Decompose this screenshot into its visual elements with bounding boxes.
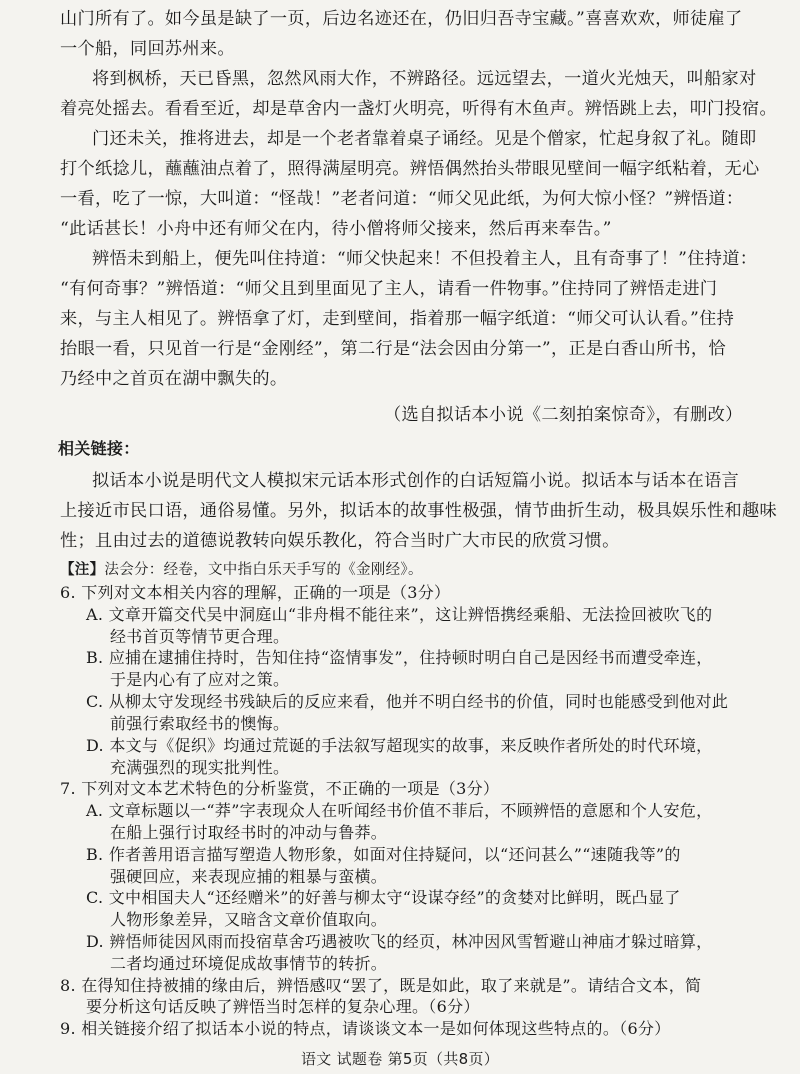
story-line: 打个纸捻儿，蘸蘸油点着了，照得满屋明亮。辨悟偶然抬头带眼见壁间一幅字纸粘着，无心 xyxy=(60,159,760,179)
question-7-option-d: D. 辨悟师徒因风雨而投宿草舍巧遇被吹飞的经页，林冲因风雪暂避山神庙才躲过暗算， xyxy=(86,932,713,951)
story-line: 山门所有了。如今虽是缺了一页，后边名迹还在，仍旧归吾寺宝藏。”喜喜欢欢，师徒雇了 xyxy=(60,9,743,29)
question-7-option-d-cont: 二者均通过环境促成故事情节的转折。 xyxy=(110,953,388,973)
question-9-stem: 9. 相关链接介绍了拟话本小说的特点，请谈谈文本一是如何体现这些特点的。（6分） xyxy=(60,1019,671,1039)
note-text: 法会分：经卷，文中指白乐天手写的《金刚经》。 xyxy=(104,562,423,578)
related-link-line: 性；且由过去的道德说教转向娱乐教化，符合当时广大市民的欣赏习惯。 xyxy=(60,531,620,551)
story-line: 一看，吃了一惊，大叫道：“怪哉！”老者问道：“师父见此纸，为何大惊小怪？”辨悟道： xyxy=(60,189,744,209)
question-8-stem: 8. 在得知住持被捕的缘由后，辨悟感叹“罢了，既是如此，取了来就是”。请结合文本，简 xyxy=(60,975,702,995)
story-line: 将到枫桥，天已昏黑，忽然风雨大作，不辨路径。远远望去，一道火光烛天，叫船家对 xyxy=(92,69,757,89)
question-7-option-c: C. 文中相国夫人“还经赠米”的好善与柳太守“设谋夺经”的贪婪对比鲜明，既凸显了 xyxy=(86,888,681,908)
story-line: 抬眼一看，只见首一行是“金刚经”，第二行是“法会因由分第一”，正是白香山所书，恰 xyxy=(60,339,726,359)
story-line: 一个船，同回苏州来。 xyxy=(60,39,235,59)
story-line: “有何奇事？”辨悟道：“师父且到里面见了主人，请看一件物事。”住持同了辨悟走进门 xyxy=(60,279,718,299)
question-6-option-a-cont: 经书首页等情节更合理。 xyxy=(110,626,290,646)
question-6-option-c-cont: 前强行索取经书的懊悔。 xyxy=(110,713,290,733)
story-line: 辨悟未到船上，便先叫住持道：“师父快起来！不但投着主人，且有奇事了！”住持道： xyxy=(92,249,758,269)
related-link-line: 拟话本小说是明代文人模拟宋元话本形式创作的白话短篇小说。拟话本与话本在语言 xyxy=(92,471,740,491)
source-citation: （选自拟话本小说《二刻拍案惊奇》，有删改） xyxy=(384,405,743,425)
story-line: “此话甚长！小舟中还有师父在内，待小僧将师父接来，然后再来奉告。” xyxy=(60,219,612,239)
annotation-note xyxy=(60,555,800,585)
note-label: 【注】 xyxy=(60,562,105,578)
story-line: 乃经中之首页在湖中飘失的。 xyxy=(60,369,288,389)
question-6-option-b-cont: 于是内心有了应对之策。 xyxy=(110,670,290,690)
story-line: 门还未关，推将进去，却是一个老者靠着桌子诵经。见是个僧家，忙起身叙了礼。随即 xyxy=(92,129,757,149)
question-6-stem: 6. 下列对文本相关内容的理解，正确的一项是（3分） xyxy=(60,583,451,602)
question-6-option-c: C. 从柳太守发现经书残缺后的反应来看，他并不明白经书的价值，同时也能感受到他对此 xyxy=(86,692,729,711)
question-7-option-a-cont: 在船上强行讨取经书时的冲动与鲁莽。 xyxy=(110,822,388,842)
page-footer: 语文 试题卷 第5页（共8页） xyxy=(300,1050,500,1068)
question-7-option-b-cont: 强硬回应，来表现应捕的粗暴与蛮横。 xyxy=(110,866,388,886)
story-line: 着亮处摇去。看看至近，却是草舍内一盏灯火明亮，听得有木鱼声。辨悟跳上去，叩门投宿。 xyxy=(60,99,777,119)
question-6-option-d: D. 本文与《促织》均通过荒诞的手法叙写超现实的故事，来反映作者所处的时代环境， xyxy=(86,735,713,755)
question-7-option-c-cont: 人物形象差异，又暗含文章价值取向。 xyxy=(110,910,388,930)
question-7-stem: 7. 下列对文本艺术特色的分析鉴赏，不正确的一项是（3分） xyxy=(60,779,500,799)
question-6-option-d-cont: 充满强烈的现实批判性。 xyxy=(110,757,290,777)
related-link-heading: 相关链接： xyxy=(58,439,140,458)
story-line: 来，与主人相见了。辨悟拿了灯，走到壁间，指着那一幅字纸道：“师父可认认看。”住持 xyxy=(60,309,735,329)
question-7-option-b: B. 作者善用语言描写塑造人物形象，如面对住持疑问，以“还问甚么”“速随我等”的 xyxy=(86,844,681,864)
question-8-stem-cont: 要分析这句话反映了辨悟当时怎样的复杂心理。（6分） xyxy=(86,997,480,1017)
related-link-line: 上接近市民口语，通俗易懂。另外，拟话本的故事性极强，情节曲折生动，极具娱乐性和趣味 xyxy=(60,501,777,521)
question-7-option-a: A. 文章标题以一“莽”字表现众人在听闻经书价值不菲后，不顾辨悟的意愿和个人安危， xyxy=(86,801,713,821)
question-6-option-b: B. 应捕在逮捕住持时，告知住持“盗情事发”，住持顿时明白自己是因经书而遭受牵连， xyxy=(86,648,713,668)
question-6-option-a: A. 文章开篇交代吴中洞庭山“非舟楫不能往来”，这让辨悟携经乘船、无法捡回被吹飞的 xyxy=(86,604,713,624)
